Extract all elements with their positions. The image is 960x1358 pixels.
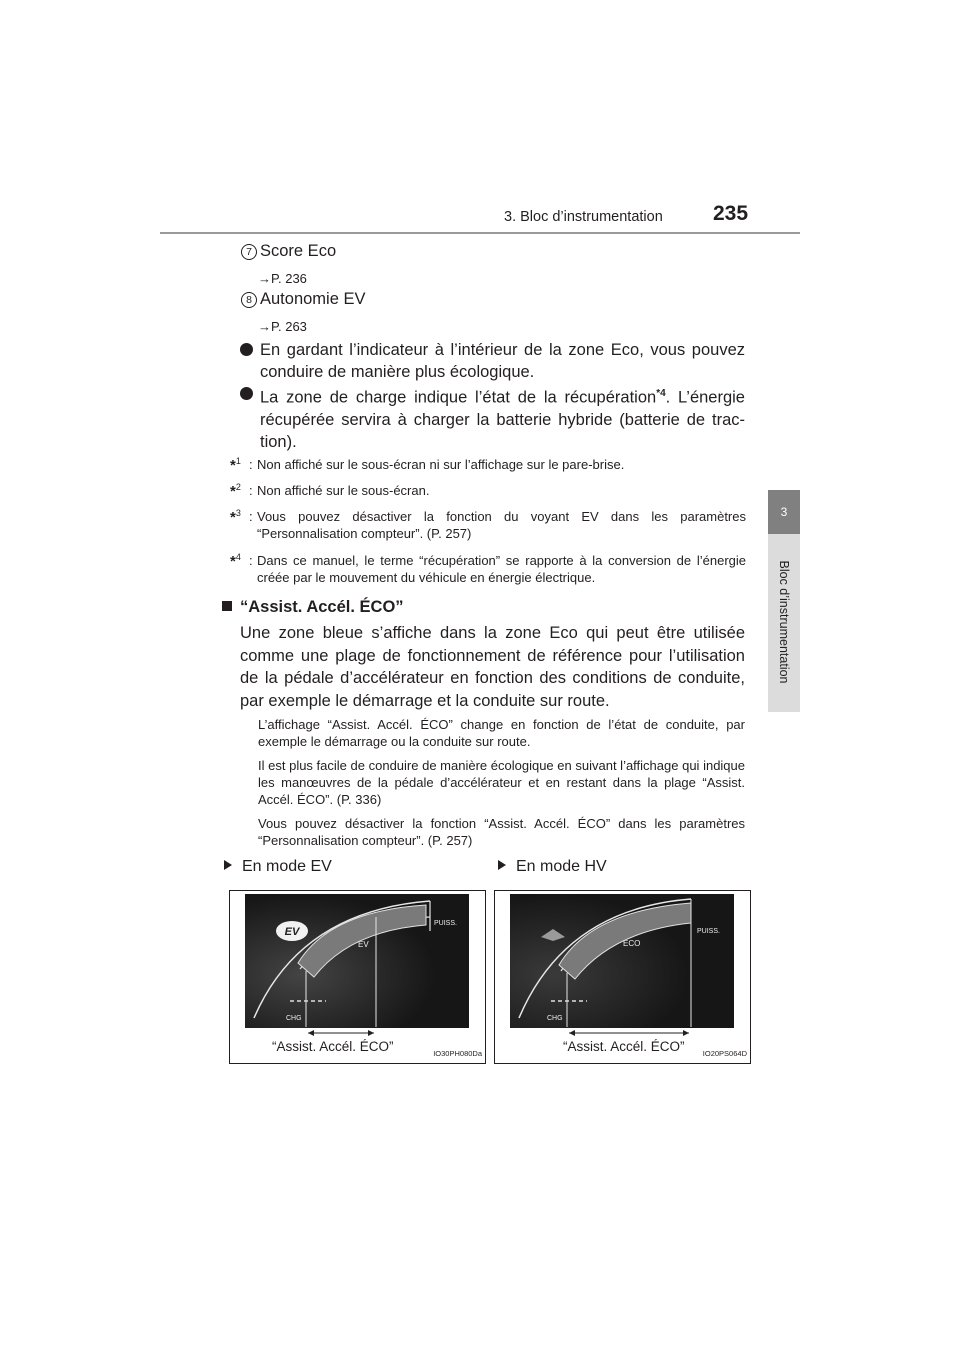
figure-ev-mode — [229, 890, 486, 1064]
item-title-autonomie-ev: Autonomie EV — [260, 290, 366, 308]
footnote-1 — [230, 456, 746, 473]
item-number-7: 7 — [241, 244, 257, 260]
footnote-mark: *$^1$ — [230, 456, 241, 474]
mode-label-ev — [224, 858, 332, 876]
charge-label: CHG — [286, 1015, 302, 1022]
figure-hv-mode — [494, 890, 751, 1064]
footnote-4 — [230, 552, 746, 586]
figure-caption: “Assist. Accél. ÉCO” — [563, 1039, 685, 1054]
footnote-mark: *$^2$ — [230, 482, 241, 500]
page-number: 235 — [713, 202, 749, 225]
power-label: PUISS. — [697, 928, 720, 935]
footnote-3 — [230, 508, 746, 542]
footnote-mark-number: 2 — [235, 482, 241, 492]
power-label: PUISS. — [434, 920, 457, 927]
footnote-mark-number: 1 — [235, 456, 241, 466]
item-ref-text: P. 263 — [271, 319, 307, 334]
footnote-colon: : — [249, 457, 253, 472]
section-paragraph: Une zone bleue s’affiche dans la zone Eco qui peut être utilisée comme une plage de fonctionnement de référence pour l’utilisation de la pédale d’accélérateur en fonction des conditions de conduite, par exemple le démarrage et la conduite sur route. — [240, 624, 745, 710]
mode-label-text: En mode EV — [242, 858, 332, 875]
section-note-2: Il est plus facile de conduire de manière écologique en suivant l’affichage qui indique les manœuvres de la pédale d’accélérateur et en restant dans la plage “Assist. Accél. ÉCO”. (P. 336) — [258, 758, 745, 807]
footnote-text: Non affiché sur le sous-écran ni sur l’affichage sur le pare-brise. — [257, 457, 625, 472]
triangle-bullet-icon — [224, 860, 232, 870]
footnote-colon: : — [249, 483, 253, 498]
mode-label-hv — [498, 858, 607, 876]
mode-label-text: En mode HV — [516, 858, 607, 875]
bullet-icon — [240, 387, 253, 400]
ev-badge-label: EV — [284, 926, 300, 938]
square-bullet-icon — [222, 601, 232, 611]
section-note-3: Vous pouvez désactiver la fonction “Assist. Accél. ÉCO” dans les paramètres “Personnalisation compteur”. (P. 257) — [258, 816, 745, 848]
section-note-1: L’affichage “Assist. Accél. ÉCO” change en fonction de l’état de conduite, par exemple le démarrage ou la conduite sur route. — [258, 717, 745, 749]
item-ref-score-eco — [258, 271, 307, 286]
figure-caption: “Assist. Accél. ÉCO” — [272, 1039, 394, 1054]
header-rule — [160, 232, 800, 234]
footnote-mark-number: 4 — [235, 552, 241, 562]
triangle-bullet-icon — [498, 860, 506, 870]
item-title-score-eco: Score Eco — [260, 242, 337, 260]
arrow-icon: → — [258, 319, 271, 334]
bullet-charge-zone — [240, 383, 745, 453]
section-heading — [222, 598, 404, 617]
bullet-icon — [240, 343, 253, 356]
footnote-mark: *$^3$ — [230, 508, 241, 526]
figure-code: IO20PS064D — [702, 1049, 747, 1058]
display-panel — [245, 894, 469, 1028]
footnote-mark: *$^4$ — [230, 552, 241, 570]
bullet-text — [260, 383, 745, 453]
arrow-icon: → — [258, 271, 271, 286]
footnote-text: Non affiché sur le sous-écran. — [257, 483, 430, 498]
charge-label: CHG — [547, 1015, 563, 1022]
item-ref-text: P. 236 — [271, 271, 307, 286]
footnote-colon: : — [249, 553, 253, 568]
figure-code: IO30PH080Da — [433, 1049, 482, 1058]
chapter-tab-label: Bloc d’instrumentation — [777, 560, 791, 684]
zone-label: ECO — [623, 939, 641, 948]
bullet-text: En gardant l’indicateur à l’intérieur de la zone Eco, vous pouvez conduire de manière plus écologique. — [260, 341, 745, 381]
footnote-colon: : — [249, 509, 253, 524]
footnote-ref: *4 — [656, 388, 666, 399]
footnote-2 — [230, 482, 746, 499]
chapter-tab-number: 3 — [768, 490, 800, 534]
zone-label: EV — [358, 940, 369, 949]
footnote-text: Vous pouvez désactiver la fonction du voyant EV dans les paramètres “Personnalisation compteur”. (P. 257) — [257, 509, 746, 541]
item-ref-autonomie-ev — [258, 319, 307, 334]
bullet-text-b: . L’énergie récupérée servira à charger la batterie hybride (batterie de traction). — [260, 388, 745, 451]
item-number-8: 8 — [241, 292, 257, 308]
bullet-eco-zone — [240, 339, 745, 383]
section-title: “Assist. Accél. ÉCO” — [240, 598, 404, 616]
bullet-text-a: La zone de charge indique l’état de la récupération — [260, 388, 657, 407]
footnote-mark-number: 3 — [235, 508, 241, 518]
footnote-text: Dans ce manuel, le terme “récupération” se rapporte à la conversion de l’énergie créée par le mouvement du véhicule en énergie électrique. — [257, 553, 746, 585]
running-header-section: 3. Bloc d’instrumentation — [504, 209, 663, 225]
